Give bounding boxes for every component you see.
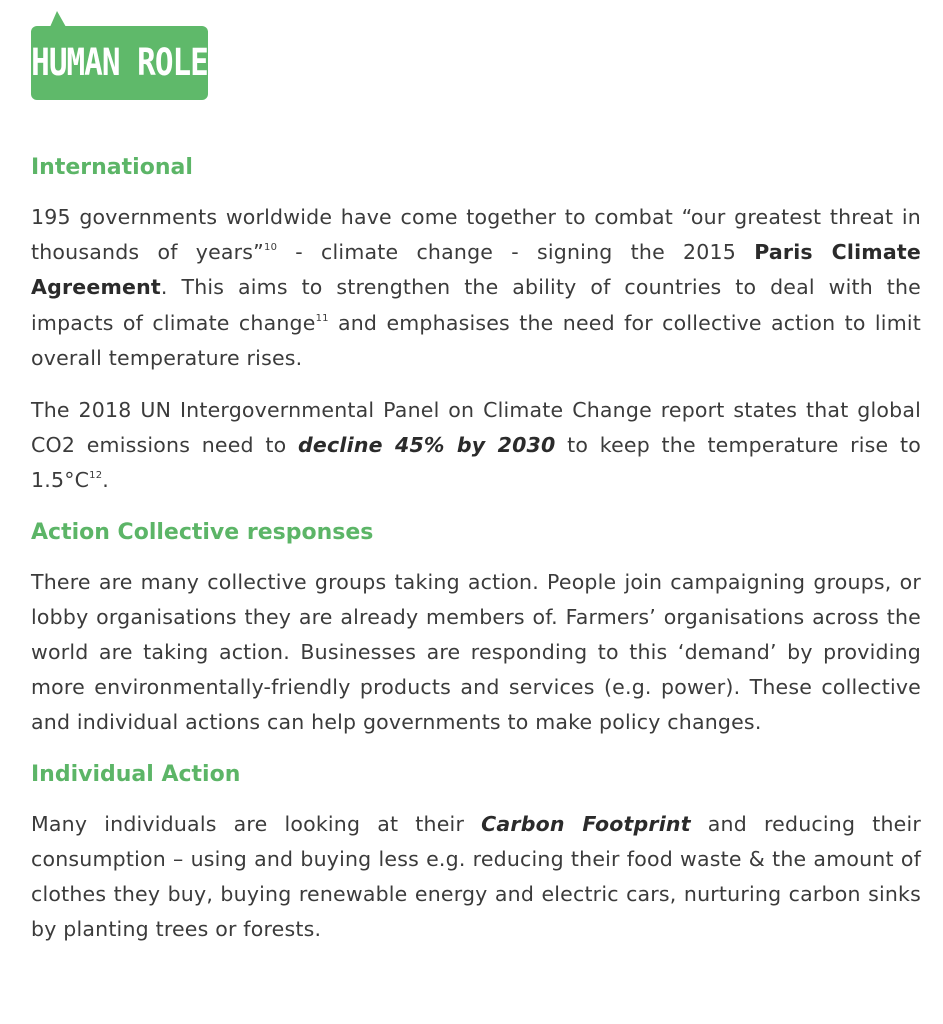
footnote-ref-12: 12 — [89, 470, 103, 482]
text-run: to keep the temperature rise to 1.5°C — [31, 433, 921, 493]
paris-agreement-bold: Paris Climate Agreement — [31, 240, 922, 300]
carbon-footprint-emphasis: Carbon Footprint — [481, 811, 691, 836]
text-run: . This aims to strengthen the ability of countries to deal with the impacts of climate change — [31, 275, 921, 335]
individual-paragraph — [31, 807, 921, 948]
footnote-ref-10: 10 — [264, 242, 278, 254]
section-heading-international: International — [31, 155, 193, 180]
international-paragraph-2 — [31, 393, 921, 499]
text-run: . — [102, 468, 110, 493]
text-run: and reducing their consumption – using and buying less e.g. reducing their food waste & the amount of clothes they buy, buying renewable energy and electric cars, nurturing carbon sinks by planting trees or forests. — [31, 811, 921, 942]
human-role-badge — [31, 26, 208, 100]
badge-label: HUMAN ROLE — [31, 41, 208, 85]
text-run: and emphasises the need for collective action to limit overall temperature rises. — [31, 310, 921, 370]
text-run: 195 governments worldwide have come together to combat “our greatest threat in thousands of years” — [31, 205, 921, 265]
text-run: Many individuals are looking at their — [31, 811, 482, 836]
collective-paragraph: There are many collective groups taking action. People join campaigning groups, or lobby organisations they are already members of. Farmers’ organisations across the world are taking action. Businesses are responding to this ‘demand’ by providing more environmentally-friendly products and services (e.g. power). These collective and individual actions can help governments to make policy changes. — [31, 569, 921, 735]
text-run: - climate change - signing the 2015 — [277, 240, 755, 265]
international-paragraph-1 — [31, 200, 921, 376]
decline-target-emphasis: decline 45% by 2030 — [298, 433, 556, 458]
section-heading-individual: Individual Action — [31, 761, 241, 787]
document-body — [31, 150, 921, 947]
text-run: The 2018 UN Intergovernmental Panel on Climate Change report states that global CO2 emissions need to — [31, 398, 921, 458]
section-heading-collective: Action Collective responses — [31, 519, 374, 545]
footnote-ref-11: 11 — [315, 312, 329, 324]
